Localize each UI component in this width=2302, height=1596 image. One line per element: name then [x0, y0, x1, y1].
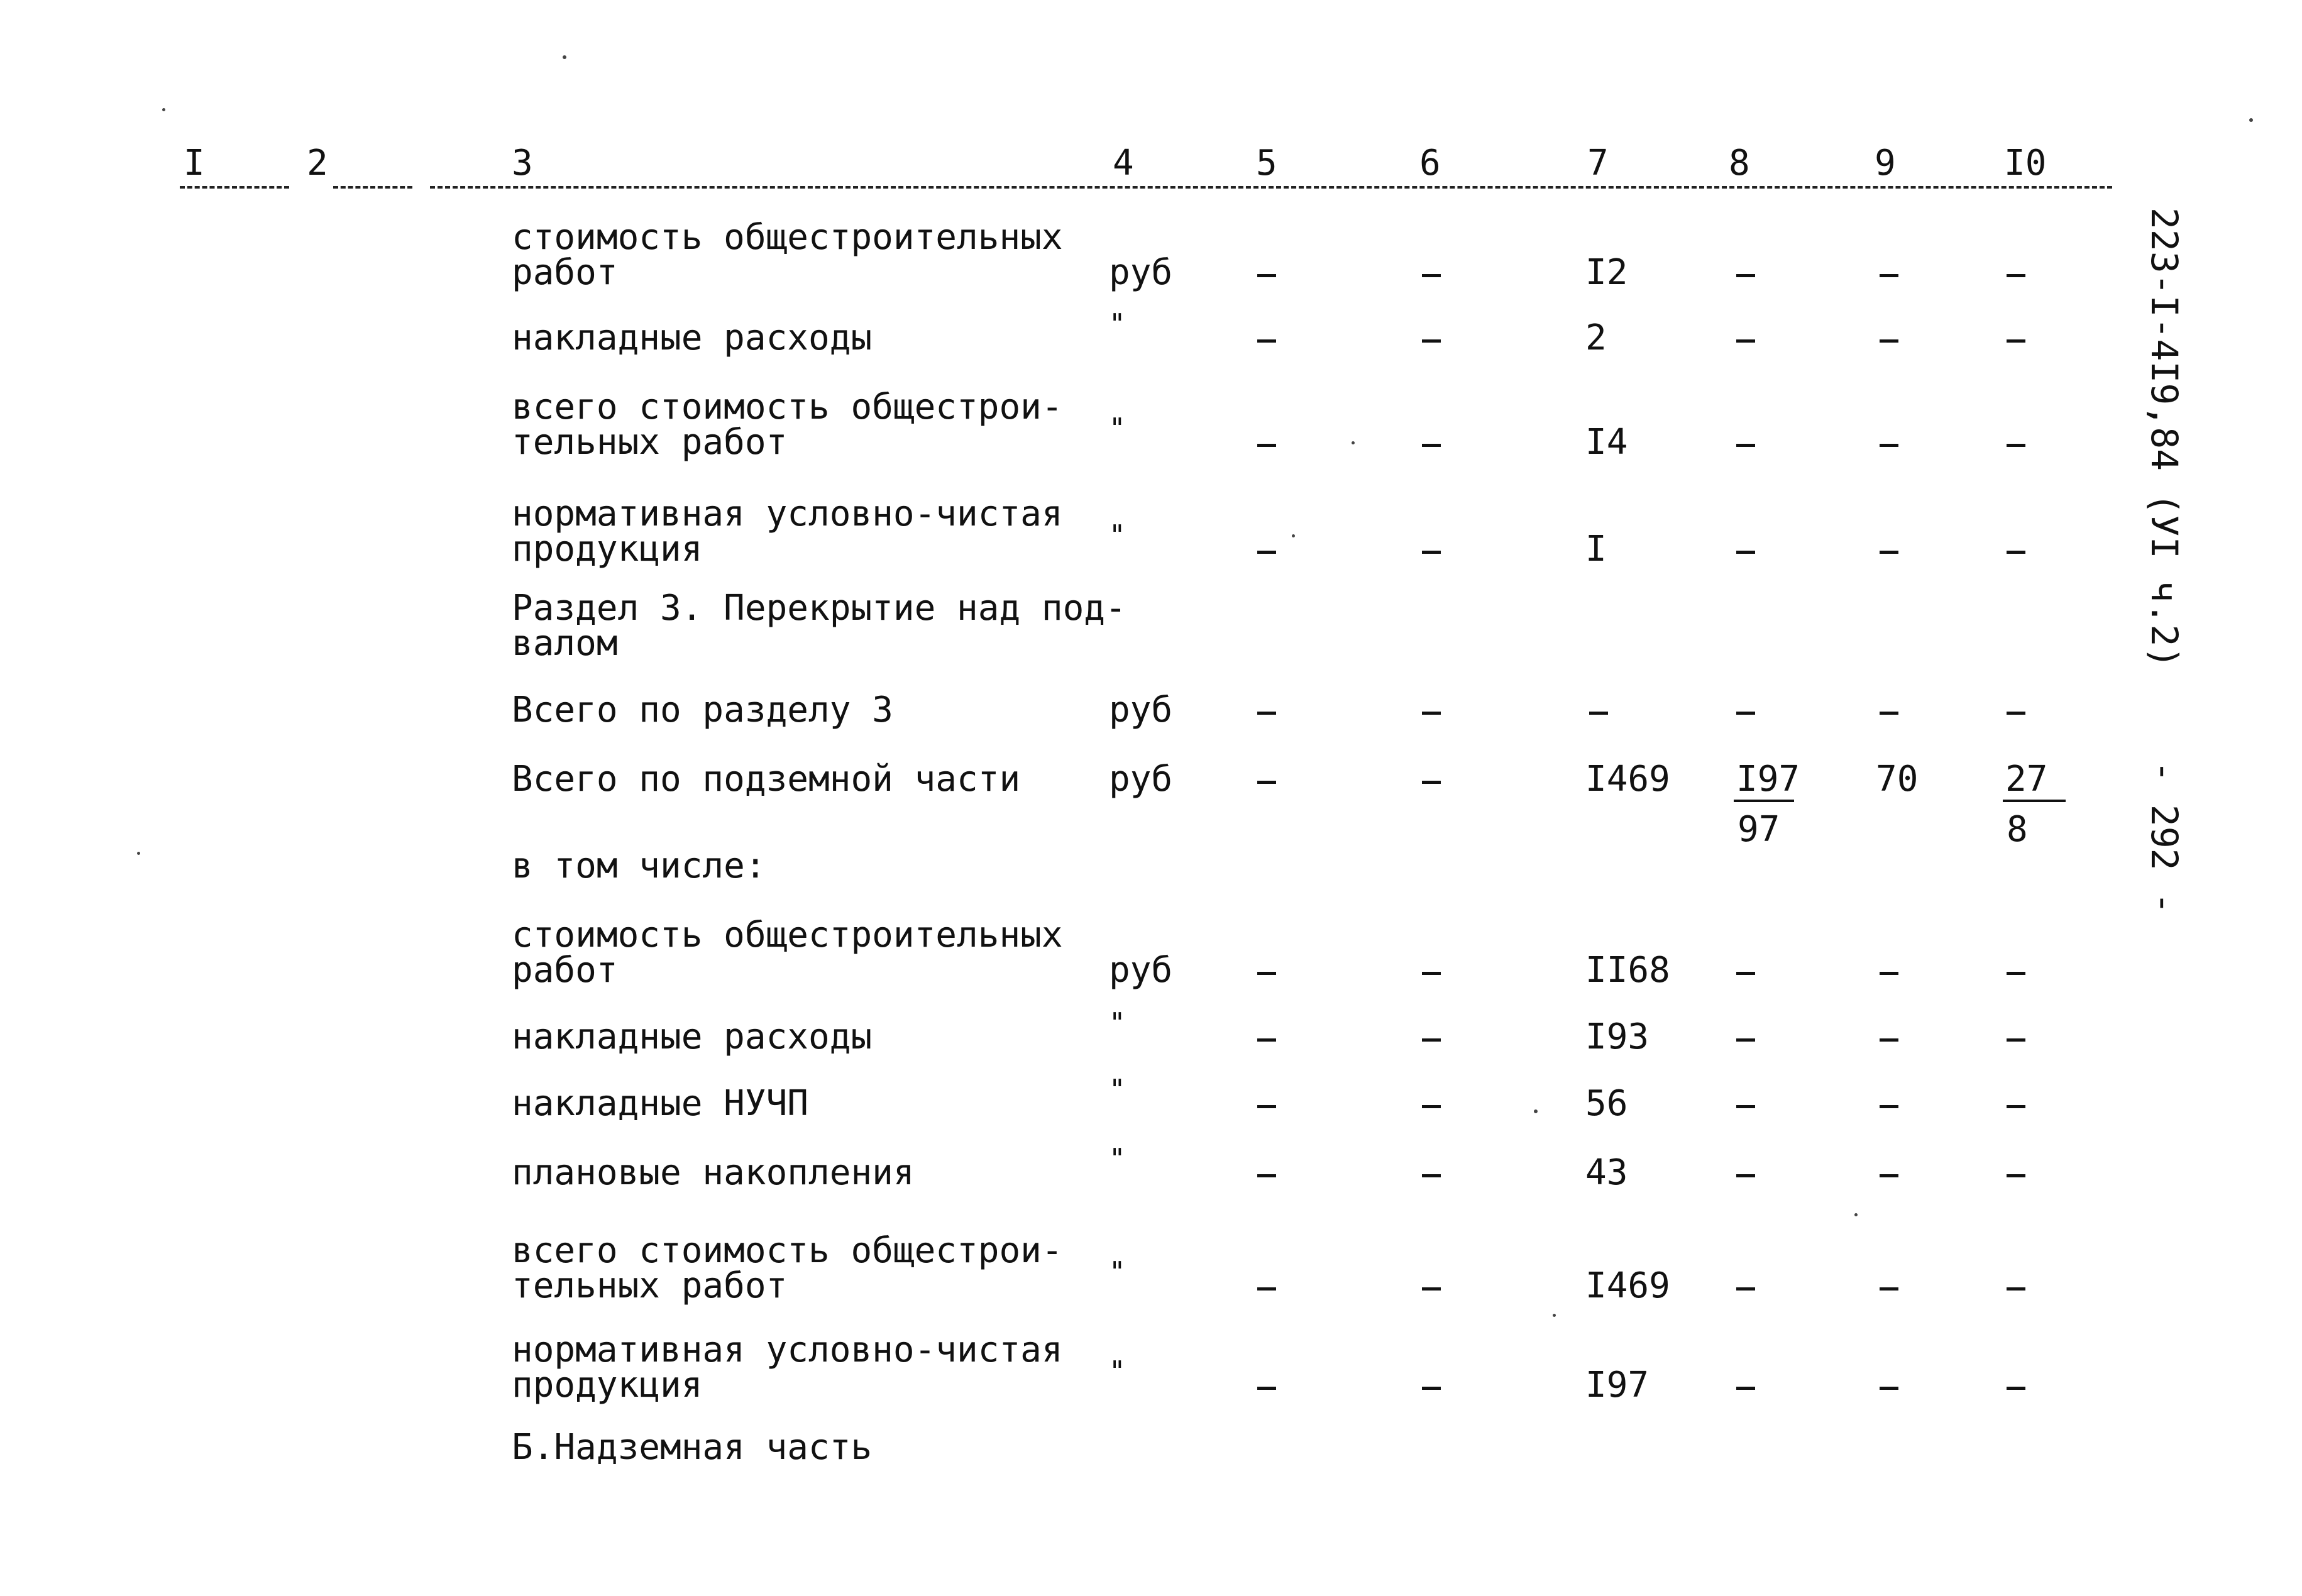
value-cell: I4	[1585, 422, 1628, 463]
empty-cell-dash	[1736, 1174, 1755, 1177]
fraction-bar	[1734, 800, 1794, 802]
value-cell: 2	[1585, 317, 1607, 358]
empty-cell-dash	[1257, 444, 1276, 447]
empty-cell-dash	[1422, 712, 1441, 715]
empty-cell-dash	[2007, 1287, 2025, 1291]
column-number: 9	[1875, 143, 1896, 184]
ditto-mark: "	[1109, 412, 1126, 444]
empty-cell-dash	[2007, 712, 2025, 715]
scan-speck	[137, 852, 140, 855]
unit-label: руб	[1109, 950, 1173, 991]
empty-cell-dash	[1880, 1105, 1898, 1108]
empty-cell-dash	[1257, 551, 1276, 554]
row-description: продукция	[512, 529, 703, 570]
empty-cell-dash	[1736, 339, 1755, 343]
empty-cell-dash	[1257, 1287, 1276, 1291]
empty-cell-dash	[1880, 274, 1898, 277]
fraction-denominator: 8	[2007, 809, 2028, 850]
column-number: 7	[1587, 143, 1609, 184]
empty-cell-dash	[2007, 444, 2025, 447]
empty-cell-dash	[1257, 1174, 1276, 1177]
value-cell: I2	[1585, 252, 1628, 293]
row-description: Всего по подземной части	[512, 759, 1021, 800]
empty-cell-dash	[1880, 551, 1898, 554]
empty-cell-dash	[1422, 781, 1441, 784]
empty-cell-dash	[1422, 444, 1441, 447]
empty-cell-dash	[1422, 1287, 1441, 1291]
column-number: 2	[307, 143, 328, 184]
column-number: I0	[2004, 143, 2047, 184]
column-number: 3	[512, 143, 533, 184]
empty-cell-dash	[1422, 1038, 1441, 1042]
scan-speck	[162, 108, 165, 111]
empty-cell-dash	[1257, 781, 1276, 784]
scan-speck	[2249, 118, 2253, 122]
column-number: 4	[1113, 143, 1134, 184]
empty-cell-dash	[1257, 972, 1276, 975]
empty-cell-dash	[1880, 339, 1898, 343]
empty-cell-dash	[1257, 1387, 1276, 1390]
empty-cell-dash	[1880, 1174, 1898, 1177]
empty-cell-dash	[1736, 1105, 1755, 1108]
empty-cell-dash	[2007, 339, 2025, 343]
ditto-mark: "	[1109, 519, 1126, 551]
row-description: работ	[512, 252, 618, 293]
empty-cell-dash	[1880, 1038, 1898, 1042]
value-cell: 56	[1585, 1083, 1628, 1124]
value-cell: I93	[1585, 1016, 1649, 1057]
row-description: нормативная условно-чистая	[512, 493, 1063, 534]
empty-cell-dash	[1257, 712, 1276, 715]
row-description: накладные НУЧП	[512, 1083, 809, 1124]
empty-cell-dash	[1736, 1038, 1755, 1042]
empty-cell-dash	[2007, 972, 2025, 975]
scan-speck	[563, 55, 566, 59]
row-description: тельных работ	[512, 422, 788, 463]
empty-cell-dash	[1736, 274, 1755, 277]
empty-cell-dash	[1880, 1287, 1898, 1291]
ditto-mark: "	[1109, 1256, 1126, 1288]
scan-speck	[1292, 534, 1295, 537]
empty-cell-dash	[1422, 274, 1441, 277]
fraction-numerator: I97	[1736, 759, 1800, 800]
row-description: всего стоимость общестрои-	[512, 387, 1063, 427]
scan-speck	[1553, 1314, 1556, 1317]
row-description: накладные расходы	[512, 1016, 873, 1057]
row-description: тельных работ	[512, 1265, 788, 1306]
row-description: в том числе:	[512, 845, 766, 886]
column-number: 6	[1419, 143, 1441, 184]
row-description: накладные расходы	[512, 317, 873, 358]
fraction-denominator: 97	[1738, 809, 1780, 850]
unit-label: руб	[1109, 759, 1173, 800]
ditto-mark: "	[1109, 1007, 1126, 1039]
header-rule	[430, 186, 2112, 189]
empty-cell-dash	[1257, 339, 1276, 343]
fraction-numerator: 27	[2005, 759, 2048, 800]
ditto-mark: "	[1109, 1355, 1126, 1387]
row-description: продукция	[512, 1365, 703, 1406]
empty-cell-dash	[1422, 972, 1441, 975]
row-description: плановые накопления	[512, 1152, 915, 1193]
empty-cell-dash	[1422, 551, 1441, 554]
empty-cell-dash	[1880, 444, 1898, 447]
column-number: I	[184, 143, 205, 184]
column-number: 5	[1256, 143, 1277, 184]
empty-cell-dash	[2007, 1387, 2025, 1390]
empty-cell-dash	[1589, 712, 1608, 715]
row-description: валом	[512, 623, 618, 664]
empty-cell-dash	[2007, 1038, 2025, 1042]
header-rule	[180, 186, 289, 189]
scan-speck	[1352, 441, 1355, 444]
empty-cell-dash	[1257, 1038, 1276, 1042]
empty-cell-dash	[1880, 972, 1898, 975]
unit-label: руб	[1109, 690, 1173, 730]
empty-cell-dash	[2007, 1174, 2025, 1177]
row-description: стоимость общестроительных	[512, 915, 1063, 955]
empty-cell-dash	[2007, 274, 2025, 277]
empty-cell-dash	[1257, 1105, 1276, 1108]
ditto-mark: "	[1109, 1074, 1126, 1106]
value-cell: 43	[1585, 1152, 1628, 1193]
empty-cell-dash	[1422, 1105, 1441, 1108]
page-number: - 292 -	[2143, 761, 2186, 915]
value-cell: I97	[1585, 1365, 1649, 1406]
row-description: Б.Надземная часть	[512, 1427, 873, 1468]
empty-cell-dash	[1736, 972, 1755, 975]
empty-cell-dash	[1257, 274, 1276, 277]
value-cell: I469	[1585, 759, 1670, 800]
empty-cell-dash	[1736, 444, 1755, 447]
empty-cell-dash	[1880, 712, 1898, 715]
row-description: Раздел 3. Перекрытие над под-	[512, 588, 1126, 629]
ditto-mark: "	[1109, 308, 1126, 340]
empty-cell-dash	[2007, 1105, 2025, 1108]
empty-cell-dash	[1880, 1387, 1898, 1390]
empty-cell-dash	[2007, 551, 2025, 554]
ditto-mark: "	[1109, 1143, 1126, 1175]
empty-cell-dash	[1422, 1387, 1441, 1390]
empty-cell-dash	[1736, 712, 1755, 715]
value-cell: 70	[1876, 759, 1919, 800]
scan-speck	[1534, 1109, 1538, 1113]
unit-label: руб	[1109, 252, 1173, 293]
row-description: стоимость общестроительных	[512, 217, 1063, 258]
empty-cell-dash	[1736, 1287, 1755, 1291]
row-description: всего стоимость общестрои-	[512, 1230, 1063, 1271]
value-cell: I469	[1585, 1265, 1670, 1306]
row-description: работ	[512, 950, 618, 991]
scan-speck	[1854, 1213, 1858, 1216]
value-cell: I	[1585, 529, 1607, 570]
document-code: 223-I-4I9,84 (УI ч.2)	[2143, 207, 2186, 669]
row-description: Всего по разделу 3	[512, 690, 893, 730]
empty-cell-dash	[1736, 1387, 1755, 1390]
fraction-bar	[2003, 800, 2066, 802]
value-cell: II68	[1585, 950, 1670, 991]
header-rule	[333, 186, 412, 189]
empty-cell-dash	[1422, 1174, 1441, 1177]
column-number: 8	[1729, 143, 1750, 184]
empty-cell-dash	[1422, 339, 1441, 343]
row-description: нормативная условно-чистая	[512, 1329, 1063, 1370]
empty-cell-dash	[1736, 551, 1755, 554]
